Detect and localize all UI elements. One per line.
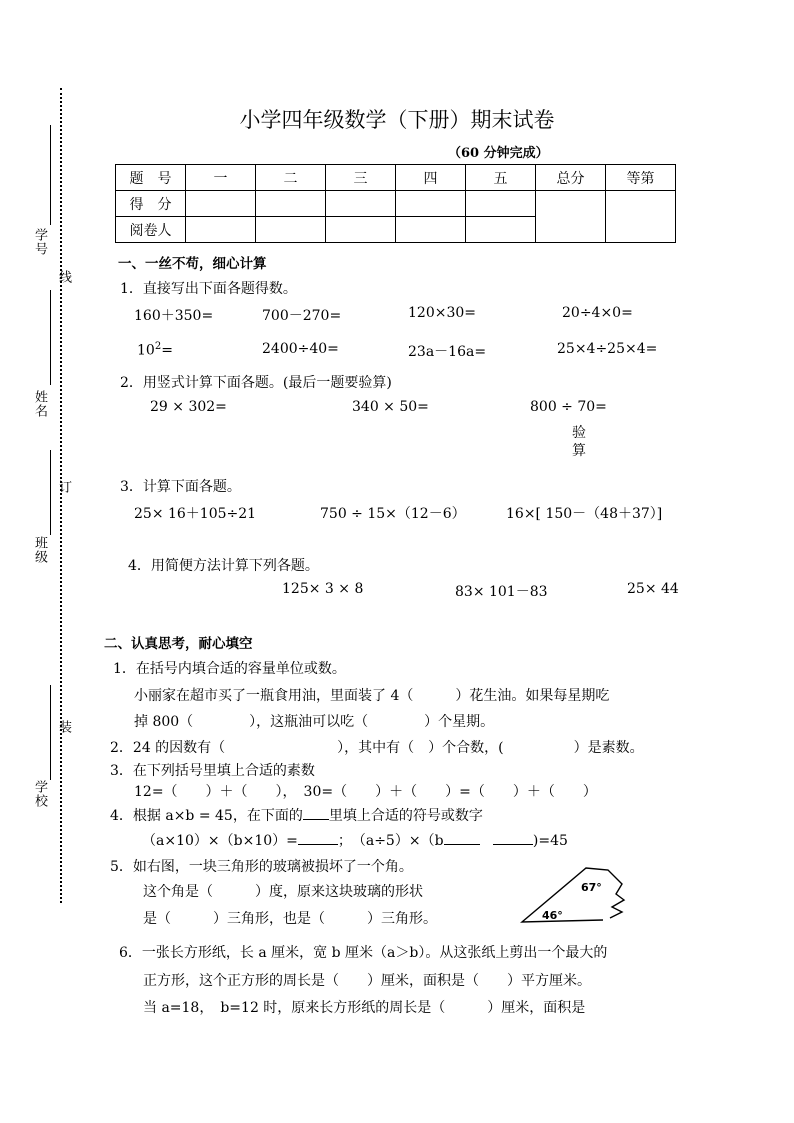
score-row <box>116 191 676 217</box>
margin-rule-class <box>50 450 51 535</box>
q1-1-item-3: 120×30= <box>408 305 476 321</box>
triangle-outline <box>522 868 624 922</box>
binding-ding-char: 订 <box>56 480 71 494</box>
q2-5-line-1: 这个角是（ ）度，原来这块玻璃的形状 <box>143 884 423 900</box>
score-cell <box>466 191 536 217</box>
grader-cell <box>326 217 396 243</box>
q1-1-item-1: 160＋350= <box>134 308 214 324</box>
q1-1-item-6: 2400÷40= <box>262 341 339 357</box>
q1-1-item-5-eq: = <box>161 342 173 359</box>
q2-4-blank-3 <box>493 844 533 845</box>
q2-1-line-2: 掉 800（ ），这瓶油可以吃（ ）个星期。 <box>134 714 495 730</box>
grader-cell <box>256 217 326 243</box>
student-id-label: 学号 <box>32 228 47 256</box>
score-cell <box>186 191 256 217</box>
q2-1-label: 1．在括号内填合适的容量单位或数。 <box>113 661 346 677</box>
q1-2-check-1: 验 <box>572 425 586 441</box>
score-cell <box>396 191 466 217</box>
q1-1-label: 1．直接写出下面各题得数。 <box>120 281 297 297</box>
binding-line-char: 线 <box>56 270 71 284</box>
class-label: 班级 <box>32 536 47 564</box>
angle-46-label: 46° <box>542 909 563 922</box>
q1-3-item-1: 25× 16＋105÷21 <box>134 506 257 522</box>
q1-2-item-3: 800 ÷ 70= <box>530 399 607 415</box>
q1-2-item-2: 340 × 50= <box>352 399 429 415</box>
q1-4-item-2: 83× 101－83 <box>455 584 548 600</box>
q2-2: 2．24 的因数有（ ），其中有（ ）个合数，( ）是素数。 <box>110 740 644 756</box>
q1-3-item-3: 16×[ 150－（48＋37）] <box>506 506 663 522</box>
q1-1-item-5-exp: 2 <box>154 341 162 352</box>
q1-1-item-7: 23a－16a= <box>408 344 487 360</box>
header-part-2: 二 <box>256 165 326 191</box>
header-total: 总分 <box>536 165 606 191</box>
q1-3-label: 3．计算下面各题。 <box>120 479 241 495</box>
q2-1-line-1: 小丽家在超市买了一瓶食用油，里面装了 4（ ）花生油。如果每星期吃 <box>134 688 610 704</box>
q2-4-label <box>110 805 483 825</box>
binding-zhuang-char: 装 <box>56 720 71 734</box>
grader-cell <box>186 217 256 243</box>
page-title: 小学四年级数学（下册）期末试卷 <box>239 108 555 132</box>
header-question-no: 题 号 <box>116 165 186 191</box>
grader-cell <box>466 217 536 243</box>
score-row-label: 得 分 <box>116 191 186 217</box>
section-1-heading: 一、一丝不苟，细心计算 <box>118 256 267 272</box>
margin-rule-school <box>50 685 51 780</box>
q2-6-line-2: 正方形，这个正方形的周长是（ ）厘米，面积是（ ）平方厘米。 <box>143 973 591 989</box>
q1-2-check-2: 算 <box>572 443 586 459</box>
q1-1-item-2: 700－270= <box>262 308 342 324</box>
margin-rule-name <box>50 290 51 385</box>
q1-1-item-5-base: 10 <box>137 342 155 359</box>
q2-4-label-a: 4．根据 a×b = 45，在下面的 <box>110 808 303 824</box>
q2-4-blank-2 <box>444 844 480 845</box>
q2-4-line-b: ； （a÷5）×（b <box>337 833 444 849</box>
header-part-5: 五 <box>466 165 536 191</box>
q2-4-label-b: 里填上合适的符号或数字 <box>328 808 483 824</box>
name-label: 姓名 <box>32 390 47 418</box>
total-cell <box>536 191 606 243</box>
q2-4-blank <box>303 819 329 820</box>
q1-1-item-5 <box>137 341 173 359</box>
q2-5-line-2: 是（ ）三角形，也是（ ）三角形。 <box>143 911 437 927</box>
score-cell <box>256 191 326 217</box>
q1-3-item-2: 750 ÷ 15×（12－6） <box>320 506 466 522</box>
q2-4-line-a: （a×10）×（b×10）= <box>142 833 298 849</box>
q1-1-item-4: 20÷4×0= <box>562 305 633 321</box>
q1-2-item-1: 29 × 302= <box>150 399 227 415</box>
header-part-1: 一 <box>186 165 256 191</box>
broken-triangle-figure <box>520 860 630 928</box>
school-label: 学校 <box>32 780 47 808</box>
score-header-row <box>116 165 676 191</box>
angle-67-label: 67° <box>581 881 602 894</box>
header-part-4: 四 <box>396 165 466 191</box>
margin-rule-top <box>50 125 51 225</box>
binding-dotted-line <box>60 88 62 903</box>
score-table <box>115 164 676 243</box>
q2-3-label: 3．在下列括号里填上合适的素数 <box>110 763 315 779</box>
q1-2-label: 2．用竖式计算下面各题。(最后一题要验算) <box>120 375 392 391</box>
header-part-3: 三 <box>326 165 396 191</box>
q1-4-item-1: 125× 3 × 8 <box>282 581 364 597</box>
grade-cell <box>606 191 676 243</box>
time-note: （60 分钟完成） <box>448 146 549 161</box>
section-2-heading: 二、认真思考，耐心填空 <box>104 636 253 652</box>
grader-row-label: 阅卷人 <box>116 217 186 243</box>
header-grade: 等第 <box>606 165 676 191</box>
q2-3-line: 12=（ ）＋（ ）， 30=（ ）＋（ ）=（ ）＋（ ） <box>134 784 597 800</box>
q1-1-item-8: 25×4÷25×4= <box>557 341 658 357</box>
q2-4-line <box>142 830 568 850</box>
q1-4-item-3: 25× 44 <box>627 581 679 597</box>
q2-6-line-3: 当 a=18， b=12 时，原来长方形纸的周长是（ ）厘米，面积是 <box>143 1000 586 1016</box>
q2-4-blank-1 <box>298 844 338 845</box>
q2-5-label: 5．如右图，一块三角形的玻璃被损坏了一个角。 <box>110 859 413 875</box>
score-cell <box>326 191 396 217</box>
q2-4-line-c: )=45 <box>532 833 568 849</box>
q2-6-line-1: 6．一张长方形纸，长 a 厘米，宽 b 厘米（a＞b）。从这张纸上剪出一个最大的 <box>119 945 608 961</box>
q1-4-label: 4．用简便方法计算下列各题。 <box>128 558 319 574</box>
grader-cell <box>396 217 466 243</box>
